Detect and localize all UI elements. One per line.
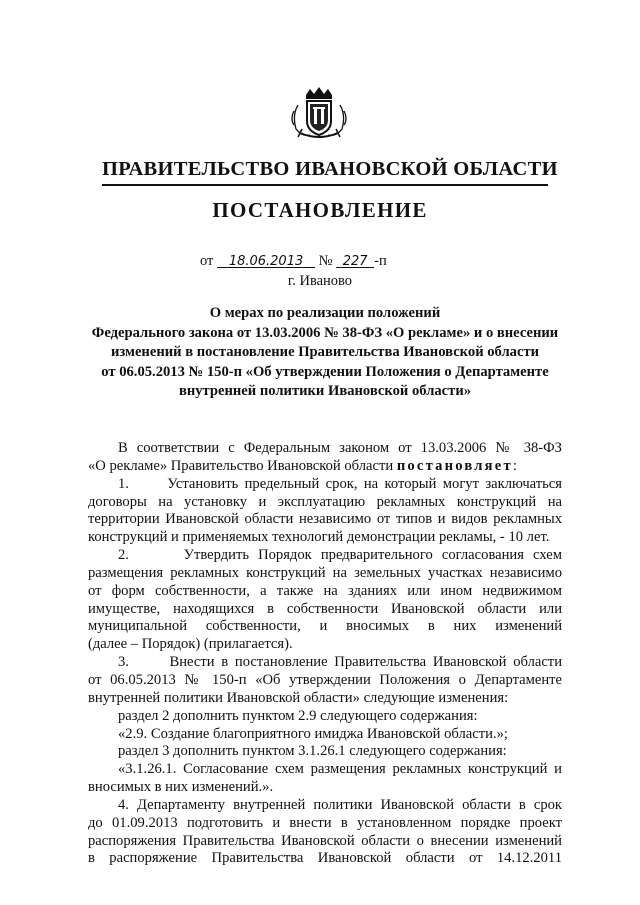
paragraph-2-line: муниципальной собственности, и вносимых в них изменений <box>88 618 562 635</box>
intro-line <box>88 458 562 476</box>
city: г. Иваново <box>287 273 353 289</box>
subject-line: внутренней политики Ивановской области» <box>178 383 472 399</box>
number-suffix: -п <box>374 253 387 269</box>
paragraph-2-line: (далее – Порядок) (прилагается). <box>88 636 293 653</box>
decree-keyword: постановляет <box>396 457 513 474</box>
paragraph-3-line: раздел 3 дополнить пунктом 3.1.26.1 следующего содержания: <box>118 743 507 760</box>
paragraph-4-line: до 01.09.2013 подготовить и внести в установленном порядке проект <box>88 814 562 831</box>
paragraph-1-line: конструкций и применяемых технологий демонстрации рекламы, - 10 лет. <box>88 529 550 546</box>
date-number-line <box>200 253 460 270</box>
paragraph-3-line: раздел 2 дополнить пунктом 2.9 следующего содержания: <box>118 707 478 724</box>
paragraph-2-line: размещения рекламных конструкций на земельных участках независимо <box>88 564 562 581</box>
document-subject <box>90 304 560 402</box>
subject-line: Федерального закона от 13.03.2006 № 38-ФЗ «О рекламе» и о внесении <box>91 324 559 341</box>
subject-line: изменений в постановление Правительства Ивановской области <box>110 344 540 360</box>
paragraph-2-line: имуществе, находящихся в собственности Ивановской области или <box>88 600 562 617</box>
subject-line: О мерах по реализации положений <box>209 305 441 321</box>
handwritten-date: 18.06.2013 <box>217 254 315 269</box>
intro-colon: : <box>512 457 517 474</box>
date-prefix: от <box>200 253 214 269</box>
paragraph-3-line: внутренней политики Ивановской области» следующие изменения: <box>88 689 509 706</box>
paragraph-2-line: от форм собственности, а также на зданиях или ином недвижимом <box>88 582 562 599</box>
paragraph-1-line: 1. Установить предельный срок, на который могут заключаться <box>118 475 562 492</box>
paragraph-3-line: «2.9. Создание благоприятного имиджа Ивановской области.»; <box>118 725 508 742</box>
title-underline <box>102 184 548 186</box>
paragraph-3-line: «3.1.26.1. Согласование схем размещения рекламных конструкций и <box>118 761 562 778</box>
document-body <box>88 440 562 868</box>
paragraph-3-line: вносимых в них изменений.». <box>88 779 274 796</box>
document-type: ПОСТАНОВЛЕНИЕ <box>212 198 428 222</box>
paragraph-1-line: договоры на установку и эксплуатацию рекламных конструкций на <box>88 493 562 510</box>
intro-text: «О рекламе» Правительство Ивановской области <box>88 457 394 474</box>
government-title: ПРАВИТЕЛЬСТВО ИВАНОВСКОЙ ОБЛАСТИ <box>102 158 558 180</box>
coat-of-arms-emblem <box>288 85 350 141</box>
subject-line: от 06.05.2013 № 150-п «Об утверждении Положения о Департаменте <box>101 363 549 380</box>
paragraph-4-line: распоряжения Правительства Ивановской области о внесении изменений <box>88 832 562 849</box>
paragraph-3-line: от 06.05.2013 № 150-п «Об утверждении Положения о Департаменте <box>88 671 562 688</box>
paragraph-3-line: 3. Внести в постановление Правительства Ивановской области <box>118 654 562 671</box>
intro-line: В соответствии с Федеральным законом от 13.03.2006 № 38-ФЗ <box>118 440 562 456</box>
paragraph-2-line: 2. Утвердить Порядок предварительного согласования схем <box>118 547 562 564</box>
paragraph-4-line: 4. Департаменту внутренней политики Ивановской области в срок <box>118 796 562 813</box>
paragraph-1-line: территории Ивановской области независимо от типов и видов рекламных <box>88 511 562 528</box>
paragraph-4-line: в распоряжение Правительства Ивановской области от 14.12.2011 <box>88 850 562 867</box>
number-sign: № <box>318 253 333 269</box>
handwritten-number: 227 <box>336 254 374 269</box>
